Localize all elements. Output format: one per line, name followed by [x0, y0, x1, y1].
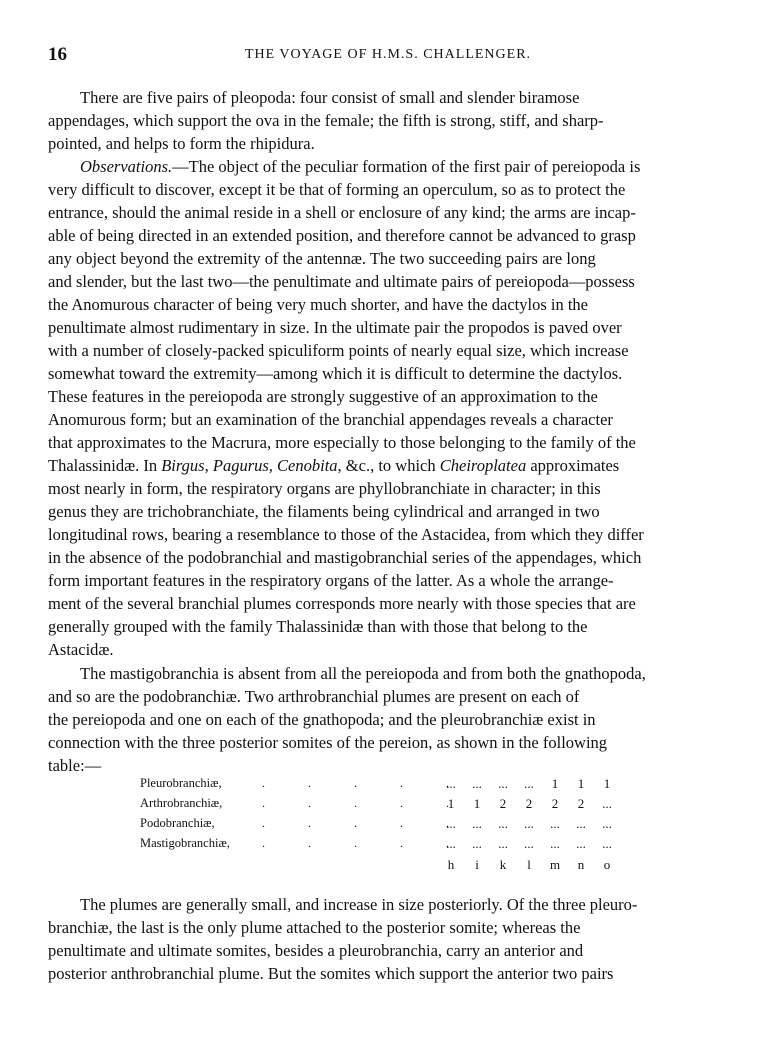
observations-label: Observations. — [80, 157, 173, 176]
text-line: and slender, but the last two—the penultimate and ultimate pairs of pereiopoda—possess — [48, 272, 635, 291]
table-cell: ... — [498, 816, 508, 831]
text-line: Astacidæ. — [48, 640, 114, 659]
text-line: generally grouped with the family Thalassinidæ than with those that belong to the — [48, 617, 588, 636]
text-line: There are five pairs of pleopoda: four consist of small and slender biramose — [80, 88, 580, 107]
text-line: in the absence of the podobranchial and mastigobranchial series of the appendages, which — [48, 548, 642, 567]
table-cell: ... — [446, 776, 456, 791]
table-cell: ... — [602, 816, 612, 831]
text-line: very difficult to discover, except it be that of forming an operculum, so as to protect the — [48, 180, 626, 199]
table-cell: ... — [602, 836, 612, 851]
table-cell: ... — [498, 776, 508, 791]
table-cell: ... — [524, 816, 534, 831]
text-line: The plumes are generally small, and increase in size posteriorly. Of the three pleuro- — [80, 895, 638, 914]
text-line: posterior anthrobranchial plume. But the somites which support the anterior two pairs — [48, 964, 614, 983]
somite-letter: i — [475, 857, 479, 872]
text-line: most nearly in form, the respiratory organs are phyllobranchiate in character; in this — [48, 479, 601, 498]
table-cell: 2 — [499, 796, 507, 811]
genus-name: Cheiroplatea — [439, 456, 527, 475]
table-cell: ... — [498, 836, 508, 851]
somite-letter: o — [603, 857, 611, 872]
text-line: Thalassinidæ. In Birgus, Pagurus, Cenobita, &c., to which Cheiroplatea approximates — [48, 456, 620, 475]
text-line: somewhat toward the extremity—among which it is difficult to determine the dactylos. — [48, 364, 623, 383]
table-cell: 1 — [447, 796, 455, 811]
somite-letter: n — [577, 857, 585, 872]
table-cell: ... — [446, 816, 456, 831]
somite-letter: k — [499, 857, 507, 872]
table-row-label: Pleurobranchiæ, — [140, 776, 222, 790]
leader-dots: . . . . . — [262, 836, 449, 850]
text-line: ment of the several branchial plumes corresponds more nearly with those species that are — [48, 594, 636, 613]
text-line: longitudinal rows, bearing a resemblance to those of the Astacidea, from which they differ — [48, 525, 644, 544]
text-line: Anomurous form; but an examination of the branchial appendages reveals a character — [48, 410, 613, 429]
table-cell: ... — [576, 836, 586, 851]
table-cell: ... — [550, 836, 560, 851]
table-cell: 1 — [473, 796, 481, 811]
table-cell: ... — [524, 836, 534, 851]
genus-name: Pagurus — [212, 456, 269, 475]
somite-letter: m — [549, 857, 561, 872]
text-line: form important features in the respiratory organs of the latter. As a whole the arrange- — [48, 571, 614, 590]
text-line: genus they are trichobranchiate, the filaments being cylindrical and arranged in two — [48, 502, 600, 521]
text-line: pointed, and helps to form the rhipidura. — [48, 134, 315, 153]
text-line: Observations.—The object of the peculiar formation of the first pair of pereiopoda is — [80, 157, 641, 176]
leader-dots: . . . . . — [262, 776, 449, 790]
table-cell: ... — [576, 816, 586, 831]
text-line: the Anomurous character of being very much shorter, and have the dactylos in the — [48, 295, 588, 314]
table-cell: 1 — [603, 776, 611, 791]
text-line: entrance, should the animal reside in a shell or enclosure of any kind; the arms are incap- — [48, 203, 636, 222]
text-line: with a number of closely-packed spiculiform points of nearly equal size, which increase — [48, 341, 629, 360]
table-cell: 1 — [577, 776, 585, 791]
table-cell: ... — [472, 816, 482, 831]
table-row-label: Arthrobranchiæ, — [140, 796, 223, 810]
text-line: These features in the pereiopoda are strongly suggestive of an approximation to the — [48, 387, 598, 406]
table-cell: ... — [446, 836, 456, 851]
table-cell: 1 — [551, 776, 559, 791]
somite-letter: l — [527, 857, 531, 872]
somite-letter: h — [447, 857, 455, 872]
table-cell: ... — [472, 836, 482, 851]
table-cell: 2 — [551, 796, 559, 811]
table-row-label: Mastigobranchiæ, — [140, 836, 230, 850]
page-number: 16 — [48, 44, 67, 65]
leader-dots: . . . . . — [262, 816, 449, 830]
text-line: any object beyond the extremity of the antennæ. The two succeeding pairs are long — [48, 249, 596, 268]
leader-dots: . . . . . — [262, 796, 449, 810]
table-cell: ... — [472, 776, 482, 791]
text-line: connection with the three posterior somites of the pereion, as shown in the following — [48, 733, 608, 752]
text-line: table:— — [48, 756, 102, 775]
text-line: branchiæ, the last is the only plume attached to the posterior somite; whereas the — [48, 918, 581, 937]
table-cell: 2 — [525, 796, 533, 811]
genus-name: Cenobita — [277, 456, 338, 475]
text-line: penultimate almost rudimentary in size. In the ultimate pair the propodos is paved over — [48, 318, 622, 337]
text-line: The mastigobranchia is absent from all the pereiopoda and from both the gnathopoda, — [80, 664, 646, 683]
text-line: penultimate and ultimate somites, besides a pleurobranchia, carry an anterior and — [48, 941, 584, 960]
table-cell: ... — [602, 796, 612, 811]
text-line: and so are the podobranchiæ. Two arthrobranchial plumes are present on each of — [48, 687, 580, 706]
text-line: the pereiopoda and one on each of the gnathopoda; and the pleurobranchiæ exist in — [48, 710, 596, 729]
text-line: appendages, which support the ova in the female; the fifth is strong, stiff, and sharp- — [48, 111, 604, 130]
running-title: THE VOYAGE OF H.M.S. CHALLENGER. — [244, 47, 532, 62]
genus-name: Birgus — [161, 456, 205, 475]
text-line: that approximates to the Macrura, more especially to those belonging to the family of the — [48, 433, 636, 452]
table-cell: ... — [524, 776, 534, 791]
text-line: able of being directed in an extended position, and therefore cannot be advanced to grasp — [48, 226, 636, 245]
table-cell: ... — [550, 816, 560, 831]
page-header — [48, 44, 728, 68]
table-cell: 2 — [577, 796, 585, 811]
table-row-label: Podobranchiæ, — [140, 816, 215, 830]
